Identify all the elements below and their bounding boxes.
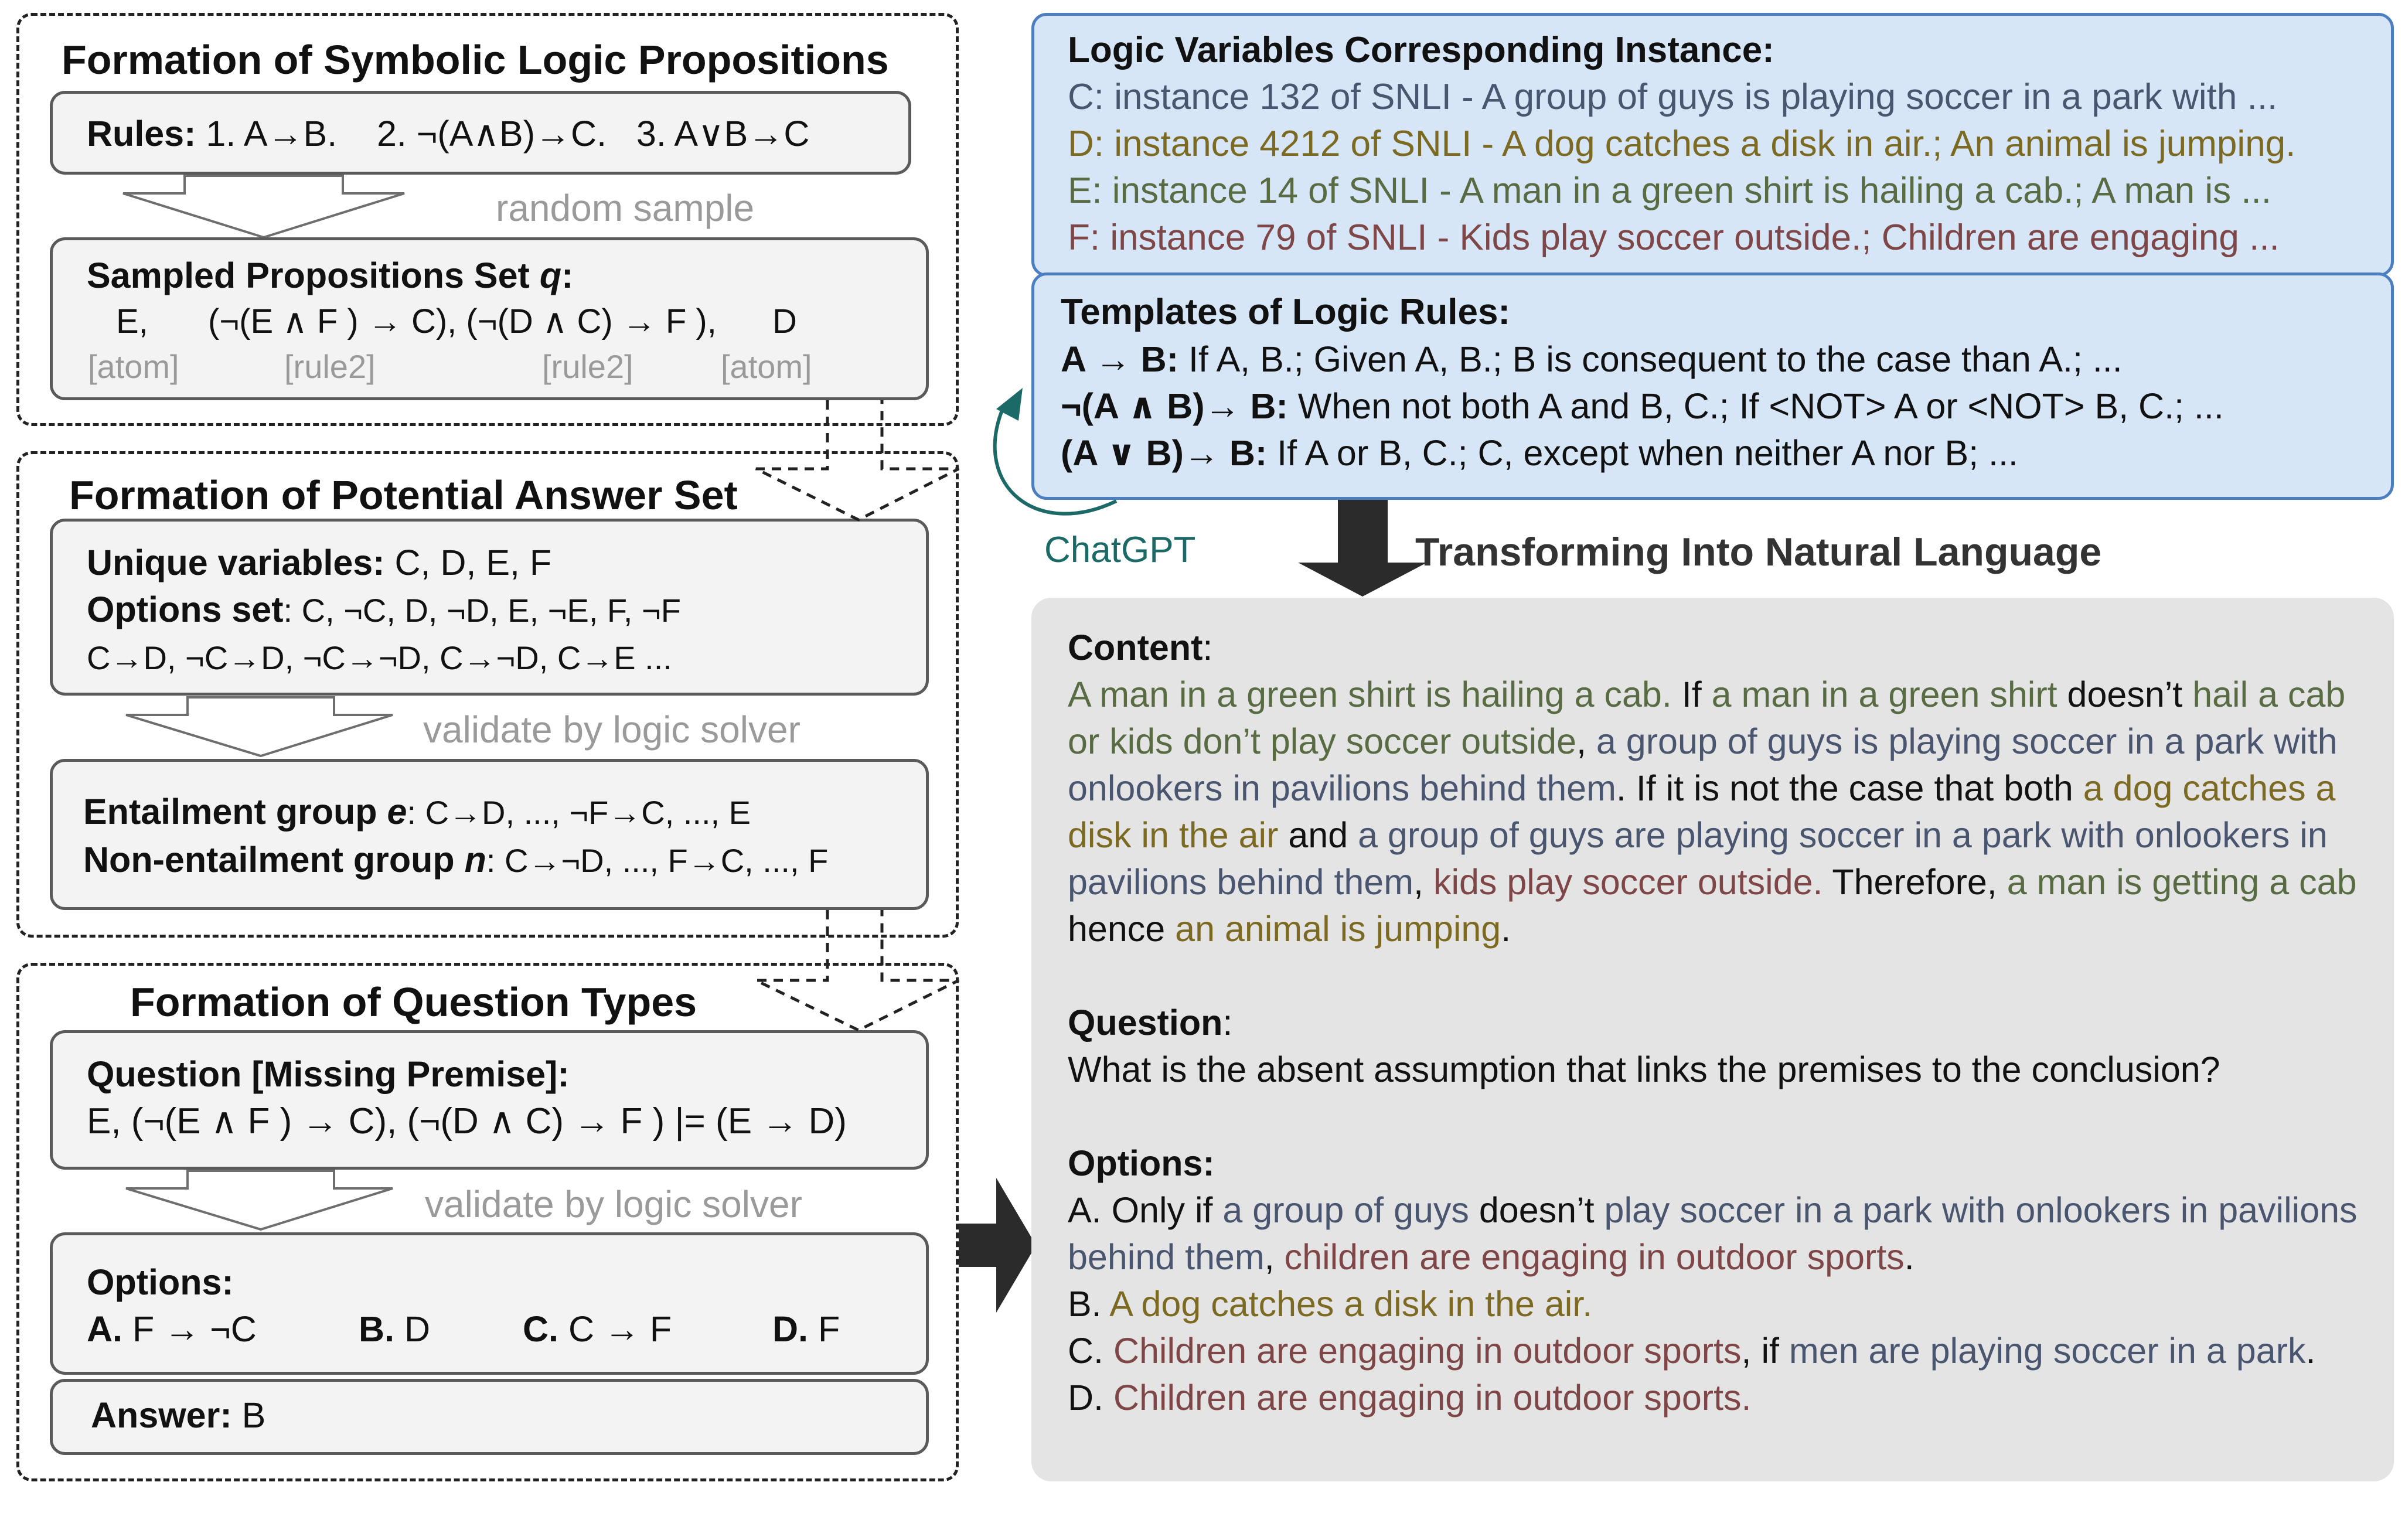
variable-line-d: D: instance 4212 of SNLI - A dog catches a disk in air.; An animal is jumping. — [1068, 124, 2296, 164]
content-part: hail a cab or kids don’t play soccer outside — [1068, 674, 2346, 761]
option-letter: C. — [523, 1309, 558, 1349]
section2-title: Formation of Potential Answer Set — [69, 472, 738, 518]
output-options-heading — [1068, 1140, 2375, 1187]
content-part: a man in a green shirt — [1711, 674, 2057, 714]
entailment-var: e — [387, 792, 407, 832]
prop-rules: (¬(E ∧ F ) → C), (¬(D ∧ C) → F ), — [208, 302, 717, 340]
content-part: . — [1501, 909, 1511, 949]
output-options-label: Options: — [1068, 1143, 1215, 1183]
template-text: When not both A and B, C.; If <NOT> A or <NOT> B, C.; ... — [1287, 386, 2224, 426]
prop-tag-rule2: [rule2] — [542, 348, 633, 385]
nonentailment-label: Non-entailment group — [83, 840, 455, 880]
variable-line-c: C: instance 132 of SNLI - A group of guys is playing soccer in a park with ... — [1068, 77, 2278, 117]
prop-atom-d: D — [772, 302, 797, 340]
opt-part: doesn’t — [1469, 1190, 1605, 1230]
rules-text: 1. A→B. 2. ¬(A∧B)→C. 3. A∨B→C — [206, 114, 810, 154]
opt-part: children are engaging in outdoor sports — [1284, 1237, 1905, 1277]
option-value: F — [817, 1309, 840, 1349]
chatgpt-label: ChatGPT — [1044, 530, 1196, 570]
template-formula: ¬(A ∧ B)→ B: — [1061, 386, 1288, 426]
opt-part: A dog catches a disk in the air. — [1109, 1284, 1593, 1324]
content-part: If — [1671, 674, 1712, 714]
template-formula: A → B: — [1061, 339, 1179, 379]
rules-label: Rules: — [87, 114, 196, 154]
content-part: kids play soccer outside. — [1433, 862, 1823, 902]
prop-tag-atom: [atom] — [721, 348, 812, 385]
opt-part: C. — [1068, 1331, 1113, 1371]
content-part: a group of guys are playing soccer in a park with onlookers in pavilions behind them — [1068, 815, 2328, 902]
sampled-set-colon: : — [561, 255, 574, 295]
opt-part: men are playing soccer in a park — [1789, 1331, 2306, 1371]
random-sample-note: random sample — [496, 187, 755, 229]
output-question-label: Question — [1068, 1003, 1223, 1042]
option-letter: A. — [87, 1309, 122, 1349]
content-part: a group of guys is playing soccer in a park with onlookers in pavilions behind them — [1068, 721, 2338, 808]
output-question-colon: : — [1222, 1003, 1233, 1042]
prop-atom-e: E, — [116, 302, 148, 340]
content-label: Content — [1068, 628, 1203, 667]
opt-part: , — [1264, 1237, 1285, 1277]
content-part: a man is getting a cab — [2007, 862, 2357, 902]
options-set-value: : C, ¬C, D, ¬D, E, ¬E, F, ¬F — [283, 592, 681, 629]
validate-note-2: validate by logic solver — [425, 1183, 802, 1225]
template-formula: (A ∨ B)→ B: — [1061, 433, 1268, 473]
nonentailment-var: n — [464, 840, 486, 880]
options-set-label: Options set — [87, 590, 284, 629]
opt-part: Children are engaging in outdoor sports. — [1113, 1378, 1752, 1418]
sampled-set-label: Sampled Propositions Set — [87, 255, 530, 295]
variable-line-e: E: instance 14 of SNLI - A man in a green shirt is hailing a cab.; A man is ... — [1068, 171, 2271, 211]
variable-line-f: F: instance 79 of SNLI - Kids play soccer outside.; Children are engaging ... — [1068, 217, 2280, 258]
content-part: , — [1576, 721, 1596, 761]
opt-part: A. Only if — [1068, 1190, 1223, 1230]
entailment-label: Entailment group — [83, 792, 377, 832]
answer-value: B — [241, 1395, 266, 1435]
opt-part: Children are engaging in outdoor sports — [1113, 1331, 1742, 1371]
question-formula: E, (¬(E ∧ F ) → C), (¬(D ∧ C) → F ) |= (E → D) — [87, 1101, 847, 1142]
templates-title: Templates of Logic Rules: — [1061, 292, 1511, 332]
opt-part: . — [2305, 1331, 2316, 1371]
unique-vars-value: C, D, E, F — [394, 543, 552, 582]
output-option-c — [1068, 1327, 2375, 1374]
content-part: hence — [1068, 909, 1176, 949]
nonentailment-value: : C→¬D, ..., F→C, ..., F — [486, 842, 829, 879]
prop-tag-rule2: [rule2] — [284, 348, 376, 385]
template-text: If A or B, C.; C, except when neither A nor B; ... — [1267, 433, 2018, 473]
opt-part: . — [1904, 1237, 1915, 1277]
option-value: D — [404, 1309, 431, 1349]
output-option-a — [1068, 1187, 2375, 1280]
content-part: an animal is jumping — [1175, 909, 1501, 949]
content-part: a dog catches a disk in the air — [1068, 768, 2336, 855]
content-part: . If it is not the case that both — [1616, 768, 2083, 808]
opt-part: B. — [1068, 1284, 1110, 1324]
question-options-label: Options: — [87, 1262, 234, 1302]
output-question-text: What is the absent assumption that links the premises to the conclusion? — [1068, 1050, 2220, 1089]
template-text: If A, B.; Given A, B.; B is consequent to the case than A.; ... — [1178, 339, 2123, 379]
output-text — [1068, 624, 2375, 1421]
content-part: A man in a green shirt is hailing a cab. — [1068, 674, 1672, 714]
logic-variables-title: Logic Variables Corresponding Instance: — [1068, 30, 1774, 70]
content-part: and — [1278, 815, 1358, 855]
sampled-set-var: q — [539, 255, 562, 295]
entailment-value: : C→D, ..., ¬F→C, ..., E — [407, 794, 751, 831]
content-colon: : — [1202, 628, 1213, 667]
section3-title: Formation of Question Types — [130, 979, 697, 1025]
option-value: F → ¬C — [132, 1309, 257, 1349]
content-part: Therefore, — [1823, 862, 2007, 902]
opt-part: D. — [1068, 1378, 1113, 1418]
transform-label: Transforming Into Natural Language — [1415, 530, 2102, 574]
question-label: Question [Missing Premise]: — [87, 1054, 570, 1094]
prop-tag-atom: [atom] — [88, 348, 179, 385]
output-option-b — [1068, 1280, 2375, 1327]
content-part: doesn’t — [2057, 674, 2193, 714]
output-option-d — [1068, 1374, 2375, 1421]
opt-part: play soccer in a park with onlookers in pavilions behind them — [1068, 1190, 2358, 1277]
validate-note-1: validate by logic solver — [423, 708, 800, 751]
opt-part: a group of guys — [1222, 1190, 1469, 1230]
spacer — [1068, 1093, 2375, 1140]
unique-vars-label: Unique variables: — [87, 543, 385, 582]
option-letter: B. — [359, 1309, 394, 1349]
question-heading — [1068, 999, 2375, 1046]
answer-label: Answer: — [91, 1395, 232, 1435]
option-value: C → F — [568, 1309, 672, 1349]
content-part: , — [1413, 862, 1433, 902]
opt-part: , if — [1741, 1331, 1789, 1371]
options-set-line2: C→D, ¬C→D, ¬C→¬D, C→¬D, C→E ... — [87, 639, 672, 676]
section1-title: Formation of Symbolic Logic Propositions — [62, 37, 889, 83]
spacer — [1068, 952, 2375, 999]
content-heading — [1068, 624, 2375, 671]
option-letter: D. — [772, 1309, 808, 1349]
content-paragraph — [1068, 671, 2375, 952]
